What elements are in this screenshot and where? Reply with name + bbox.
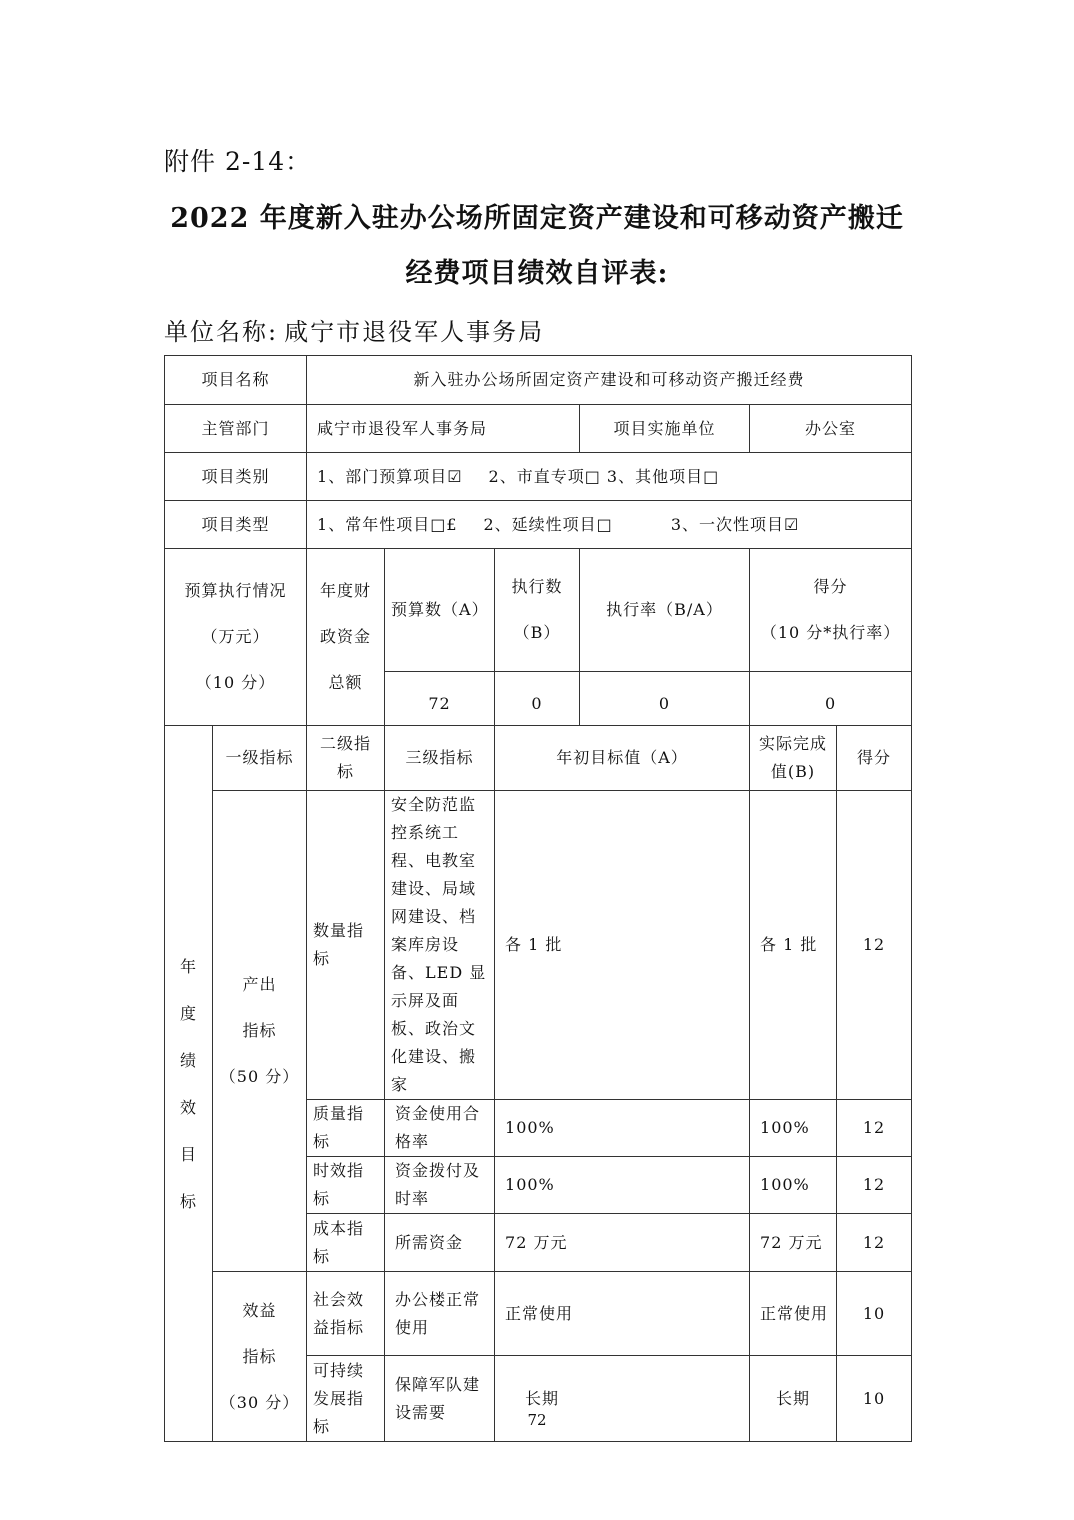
level3-cell: 所需资金 xyxy=(385,1214,495,1272)
header-score: 得分 xyxy=(837,726,912,791)
level2-cell: 质量指标 xyxy=(307,1100,385,1157)
row-type xyxy=(165,501,912,549)
project-name-label: 项目名称 xyxy=(165,356,307,405)
indicator-row xyxy=(165,791,912,1100)
document-title-line2: 经费项目绩效自评表: xyxy=(405,258,669,289)
unit-name: 咸宁市退役军人事务局 xyxy=(284,318,545,346)
exec-rate-header: 执行率（B/A） xyxy=(580,549,750,672)
header-actual: 实际完成值(B) xyxy=(750,726,837,791)
level3-cell: 保障军队建设需要 xyxy=(385,1356,495,1442)
level2-cell: 时效指标 xyxy=(307,1157,385,1214)
type-option-annual: 1、常年性项目□£ xyxy=(317,514,458,534)
row-budget-header xyxy=(165,549,912,672)
level2-cell: 数量指标 xyxy=(307,791,385,1100)
budget-amount-value: 72 xyxy=(385,672,495,726)
output-indicator-label: 产出 指标 （50 分） xyxy=(213,791,307,1272)
actual-cell: 长期 xyxy=(750,1356,837,1442)
type-options xyxy=(307,501,912,549)
type-option-continuing: 2、延续性项目□ xyxy=(483,514,613,534)
dept-value: 咸宁市退役军人事务局 xyxy=(307,405,580,453)
exec-rate-value: 0 xyxy=(580,672,750,726)
score-cell: 12 xyxy=(837,1214,912,1272)
unit-name-line xyxy=(164,312,544,347)
score-cell: 12 xyxy=(837,1100,912,1157)
target-cell: 长期 xyxy=(495,1356,750,1442)
target-cell: 72 万元 xyxy=(495,1214,750,1272)
exec-amount-value: 0 xyxy=(495,672,580,726)
header-target: 年初目标值（A） xyxy=(495,726,750,791)
header-level2: 二级指标 xyxy=(307,726,385,791)
category-option-dept-budget: 1、部门预算项目☑ xyxy=(317,466,463,486)
benefit-indicator-label: 效益 指标 （30 分） xyxy=(213,1272,307,1442)
annual-fund-label: 年度财 政资金 总额 xyxy=(307,549,385,726)
unit-label: 单位名称: xyxy=(164,318,279,346)
actual-cell: 100% xyxy=(750,1100,837,1157)
attachment-label: 附件 2-14： xyxy=(164,147,312,176)
score-cell: 12 xyxy=(837,791,912,1100)
actual-cell: 72 万元 xyxy=(750,1214,837,1272)
category-label: 项目类别 xyxy=(165,453,307,501)
type-label: 项目类型 xyxy=(165,501,307,549)
evaluation-table xyxy=(164,355,912,1442)
level3-cell: 资金使用合格率 xyxy=(385,1100,495,1157)
impl-unit-value: 办公室 xyxy=(750,405,912,453)
target-cell: 100% xyxy=(495,1157,750,1214)
row-category xyxy=(165,453,912,501)
row-indicator-header xyxy=(165,726,912,791)
header-level1: 一级指标 xyxy=(213,726,307,791)
target-cell: 各 1 批 xyxy=(495,791,750,1100)
level3-cell: 安全防范监控系统工程、电教室建设、局域网建设、档案库房设备、LED 显示屏及面板、政治文化建设、搬家 xyxy=(385,791,495,1100)
impl-unit-label: 项目实施单位 xyxy=(580,405,750,453)
level3-cell: 办公楼正常使用 xyxy=(385,1272,495,1356)
budget-amount-header: 预算数（A） xyxy=(385,549,495,672)
category-options xyxy=(307,453,912,501)
actual-cell: 各 1 批 xyxy=(750,791,837,1100)
annual-goals-side-label: 年 度 绩 效 目 标 xyxy=(165,726,213,1442)
level2-cell: 成本指标 xyxy=(307,1214,385,1272)
level2-cell: 社会效益指标 xyxy=(307,1272,385,1356)
level2-cell: 可持续发展指标 xyxy=(307,1356,385,1442)
target-cell: 100% xyxy=(495,1100,750,1157)
target-cell: 正常使用 xyxy=(495,1272,750,1356)
budget-exec-label: 预算执行情况 （万元） （10 分） xyxy=(165,549,307,726)
actual-cell: 100% xyxy=(750,1157,837,1214)
header-level3: 三级指标 xyxy=(385,726,495,791)
row-department xyxy=(165,405,912,453)
row-project-name xyxy=(165,356,912,405)
score-cell: 10 xyxy=(837,1356,912,1442)
page-number: 72 xyxy=(527,1411,547,1429)
budget-score-value: 0 xyxy=(750,672,912,726)
document-title-line1: 2022 年度新入驻办公场所固定资产建设和可移动资产搬迁 xyxy=(170,203,904,234)
project-name-value: 新入驻办公场所固定资产建设和可移动资产搬迁经费 xyxy=(307,356,912,405)
score-cell: 12 xyxy=(837,1157,912,1214)
category-option-others: 2、市直专项□ 3、其他项目□ xyxy=(488,466,720,486)
dept-label: 主管部门 xyxy=(165,405,307,453)
indicator-row xyxy=(165,1272,912,1356)
budget-score-header: 得分 （10 分*执行率） xyxy=(750,549,912,672)
score-cell: 10 xyxy=(837,1272,912,1356)
exec-amount-header: 执行数 （B） xyxy=(495,549,580,672)
actual-cell: 正常使用 xyxy=(750,1272,837,1356)
type-option-onetime: 3、一次性项目☑ xyxy=(670,514,800,534)
level3-cell: 资金拨付及时率 xyxy=(385,1157,495,1214)
